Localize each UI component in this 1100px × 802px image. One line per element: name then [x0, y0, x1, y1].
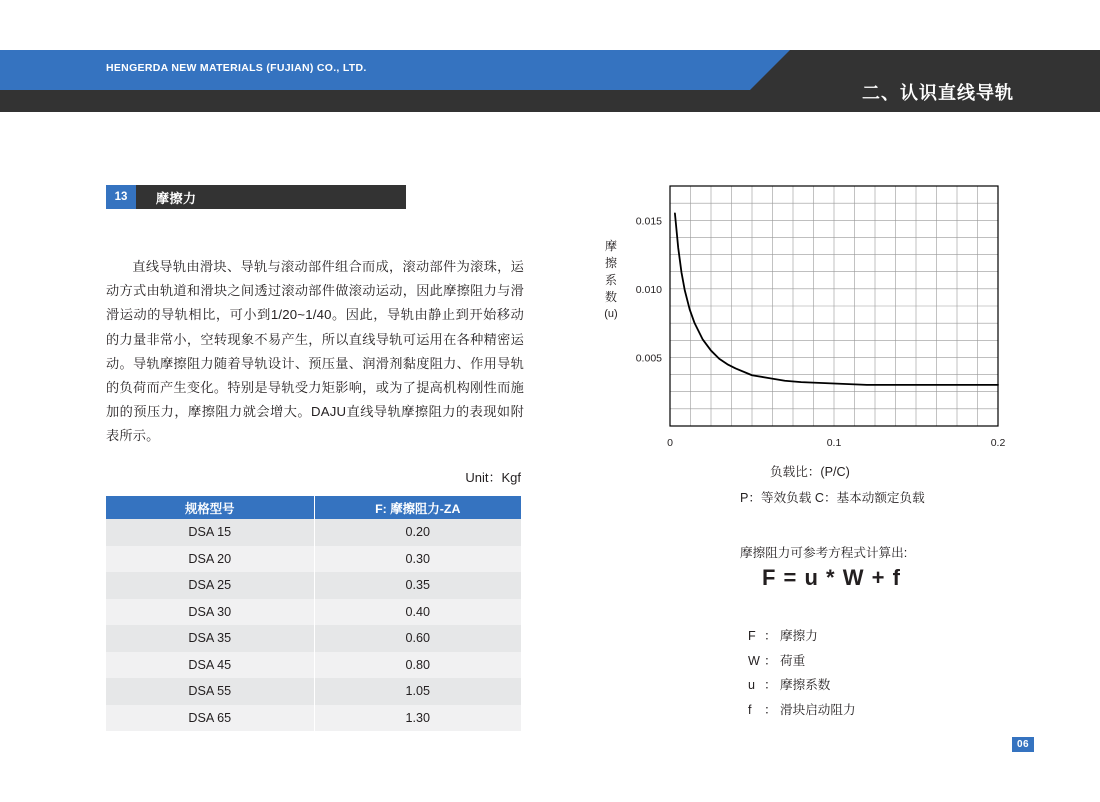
svg-text:0.005: 0.005 [635, 352, 662, 365]
table-row [106, 625, 521, 652]
cell-friction: 0.30 [314, 546, 521, 573]
page-header [0, 50, 1100, 112]
cell-model: DSA 65 [106, 705, 314, 732]
y-axis-char-1: 摩 [604, 239, 617, 253]
legend-desc: 摩擦力 [780, 629, 818, 643]
table-row [106, 519, 521, 546]
table-header-friction: F: 摩擦阻力-ZA [314, 496, 521, 519]
legend-desc: 滑块启动阻力 [780, 702, 856, 717]
cell-model: DSA 55 [106, 678, 314, 705]
table-header-model: 规格型号 [106, 496, 314, 519]
legend-item [748, 673, 856, 698]
legend-desc: 荷重 [780, 653, 806, 668]
y-axis-char-4: 数 [604, 290, 617, 304]
cell-model: DSA 35 [106, 625, 314, 652]
legend-symbol: f [748, 702, 752, 717]
svg-text:0.015: 0.015 [635, 215, 662, 228]
legend-colon: ： [764, 702, 777, 717]
section-number: 13 [106, 185, 136, 209]
y-axis-char-3: 系 [604, 273, 617, 287]
cell-model: DSA 25 [106, 572, 314, 599]
equation-intro: 摩擦阻力可参考方程式计算出: [740, 546, 908, 560]
legend-colon: ： [764, 629, 777, 643]
chapter-title: 二、认识直线导轨 [862, 83, 1014, 103]
section-title: 摩擦力 [156, 190, 197, 206]
legend-symbol: F [748, 629, 756, 643]
table-header-row [106, 496, 521, 519]
section-heading-bar [106, 185, 406, 209]
svg-text:0.2: 0.2 [990, 437, 1006, 449]
y-axis-char-5: (u) [604, 308, 618, 320]
friction-coefficient-chart [586, 170, 1046, 460]
y-axis-char-2: 擦 [604, 256, 617, 270]
table-row [106, 599, 521, 626]
table-row [106, 546, 521, 573]
friction-spec-table [106, 496, 521, 731]
cell-friction: 0.80 [314, 652, 521, 679]
cell-model: DSA 20 [106, 546, 314, 573]
svg-text:0.010: 0.010 [635, 283, 662, 296]
svg-text:0.1: 0.1 [826, 437, 842, 449]
legend-desc: 摩擦系数 [780, 678, 831, 693]
body-paragraph: 直线导轨由滑块、导轨与滚动部件组合而成，滚动部件为滚珠，运动方式由轨道和滑块之间透过滚动部件做滚动运动，因此摩擦阻力与滑滑运动的导轨相比，可小到1/20~1/40。因此，导轨由静止到开始移动的力量非常小，空转现象不易产生，所以直线导轨可运用在各种精密运动。导轨摩擦阻力随着导轨设计、预压量、润滑剂黏度阻力、作用导轨的负荷而产生变化。特别是导轨受力矩影响，或为了提高机构刚性而施加的预压力，摩擦阻力就会增大。DAJU直线导轨摩擦阻力的表现如附表所示。 [106, 259, 524, 444]
cell-model: DSA 45 [106, 652, 314, 679]
formula-legend [748, 624, 856, 722]
table-row [106, 705, 521, 732]
legend-item [748, 698, 856, 723]
chart-svg [586, 170, 1046, 460]
chart-x-axis-caption: 负载比：(P/C) [770, 465, 850, 479]
table-row [106, 652, 521, 679]
cell-friction: 0.35 [314, 572, 521, 599]
svg-text:0: 0 [667, 437, 673, 449]
table-row [106, 678, 521, 705]
legend-item [748, 624, 856, 649]
legend-symbol: u [748, 678, 756, 693]
company-name: HENGERDA NEW MATERIALS (FUJIAN) CO., LTD. [106, 62, 367, 74]
friction-formula: F = u * W + f [762, 565, 901, 590]
chart-pc-definition: P：等效负载 C：基本动额定负载 [740, 491, 925, 505]
cell-model: DSA 30 [106, 599, 314, 626]
cell-friction: 1.30 [314, 705, 521, 732]
cell-friction: 0.20 [314, 519, 521, 546]
cell-friction: 0.40 [314, 599, 521, 626]
table-unit-label: Unit：Kgf [465, 470, 521, 485]
table-row [106, 572, 521, 599]
cell-friction: 0.60 [314, 625, 521, 652]
cell-model: DSA 15 [106, 519, 314, 546]
chart-y-axis-label [600, 238, 622, 323]
legend-colon: ： [764, 653, 777, 668]
legend-colon: ： [764, 678, 777, 693]
cell-friction: 1.05 [314, 678, 521, 705]
page-number: 06 [1012, 737, 1034, 752]
legend-item [748, 649, 856, 674]
legend-symbol: W [748, 653, 760, 668]
